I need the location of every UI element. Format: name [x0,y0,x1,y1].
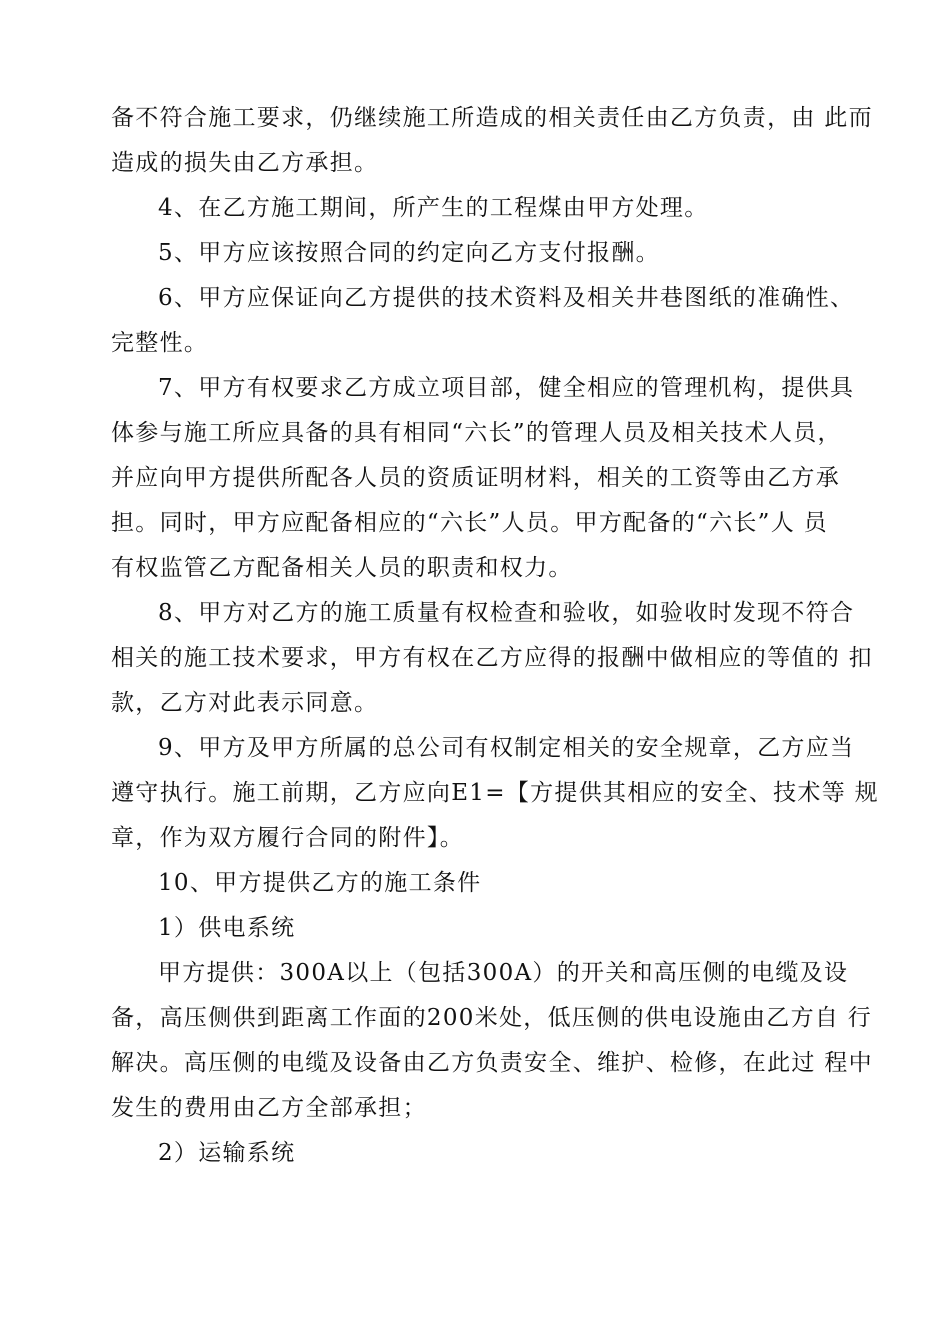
text-line: 甲方提供：300A以上（包括300A）的开关和高压侧的电缆及设 [158,960,849,986]
text-line: 造成的损失由乙方承担。 [111,150,379,176]
text-line: 发生的费用由乙方全部承担； [111,1095,427,1121]
text-line: 7、甲方有权要求乙方成立项目部，健全相应的管理机构，提供具 [158,375,855,401]
text-line: 遵守执行。施工前期，乙方应向E1=【方提供其相应的安全、技术等 规 [111,780,879,806]
text-line: 8、甲方对乙方的施工质量有权检查和验收，如验收时发现不符合 [158,600,855,626]
text-line: 完整性。 [111,330,209,356]
text-line: 10、甲方提供乙方的施工条件 [158,870,482,896]
text-line: 备，高压侧供到距离工作面的200米处，低压侧的供电设施由乙方自 行 [111,1005,873,1031]
text-line: 相关的施工技术要求，甲方有权在乙方应得的报酬中做相应的等值的 扣 [111,645,873,671]
text-line: 2）运输系统 [158,1140,296,1166]
text-line: 体参与施工所应具备的具有相同“六长”的管理人员及相关技术人员， [111,420,842,446]
text-line: 1）供电系统 [158,915,296,941]
text-line: 5、甲方应该按照合同的约定向乙方支付报酬。 [158,240,660,266]
text-line: 担。同时，甲方应配备相应的“六长”人员。甲方配备的“六长”人 员 [111,510,828,536]
text-line: 章，作为双方履行合同的附件】。 [111,825,464,851]
text-line: 并应向甲方提供所配各人员的资质证明材料，相关的工资等由乙方承 [111,465,840,491]
text-line: 4、在乙方施工期间，所产生的工程煤由甲方处理。 [158,195,709,221]
text-line: 备不符合施工要求，仍继续施工所造成的相关责任由乙方负责，由 此而 [111,105,873,131]
text-line: 有权监管乙方配备相关人员的职责和权力。 [111,555,573,581]
text-line: 9、甲方及甲方所属的总公司有权制定相关的安全规章，乙方应当 [158,735,855,761]
text-line: 款，乙方对此表示同意。 [111,690,379,716]
text-line: 解决。高压侧的电缆及设备由乙方负责安全、维护、检修，在此过 程中 [111,1050,873,1076]
text-line: 6、甲方应保证向乙方提供的技术资料及相关井巷图纸的准确性、 [158,285,855,311]
